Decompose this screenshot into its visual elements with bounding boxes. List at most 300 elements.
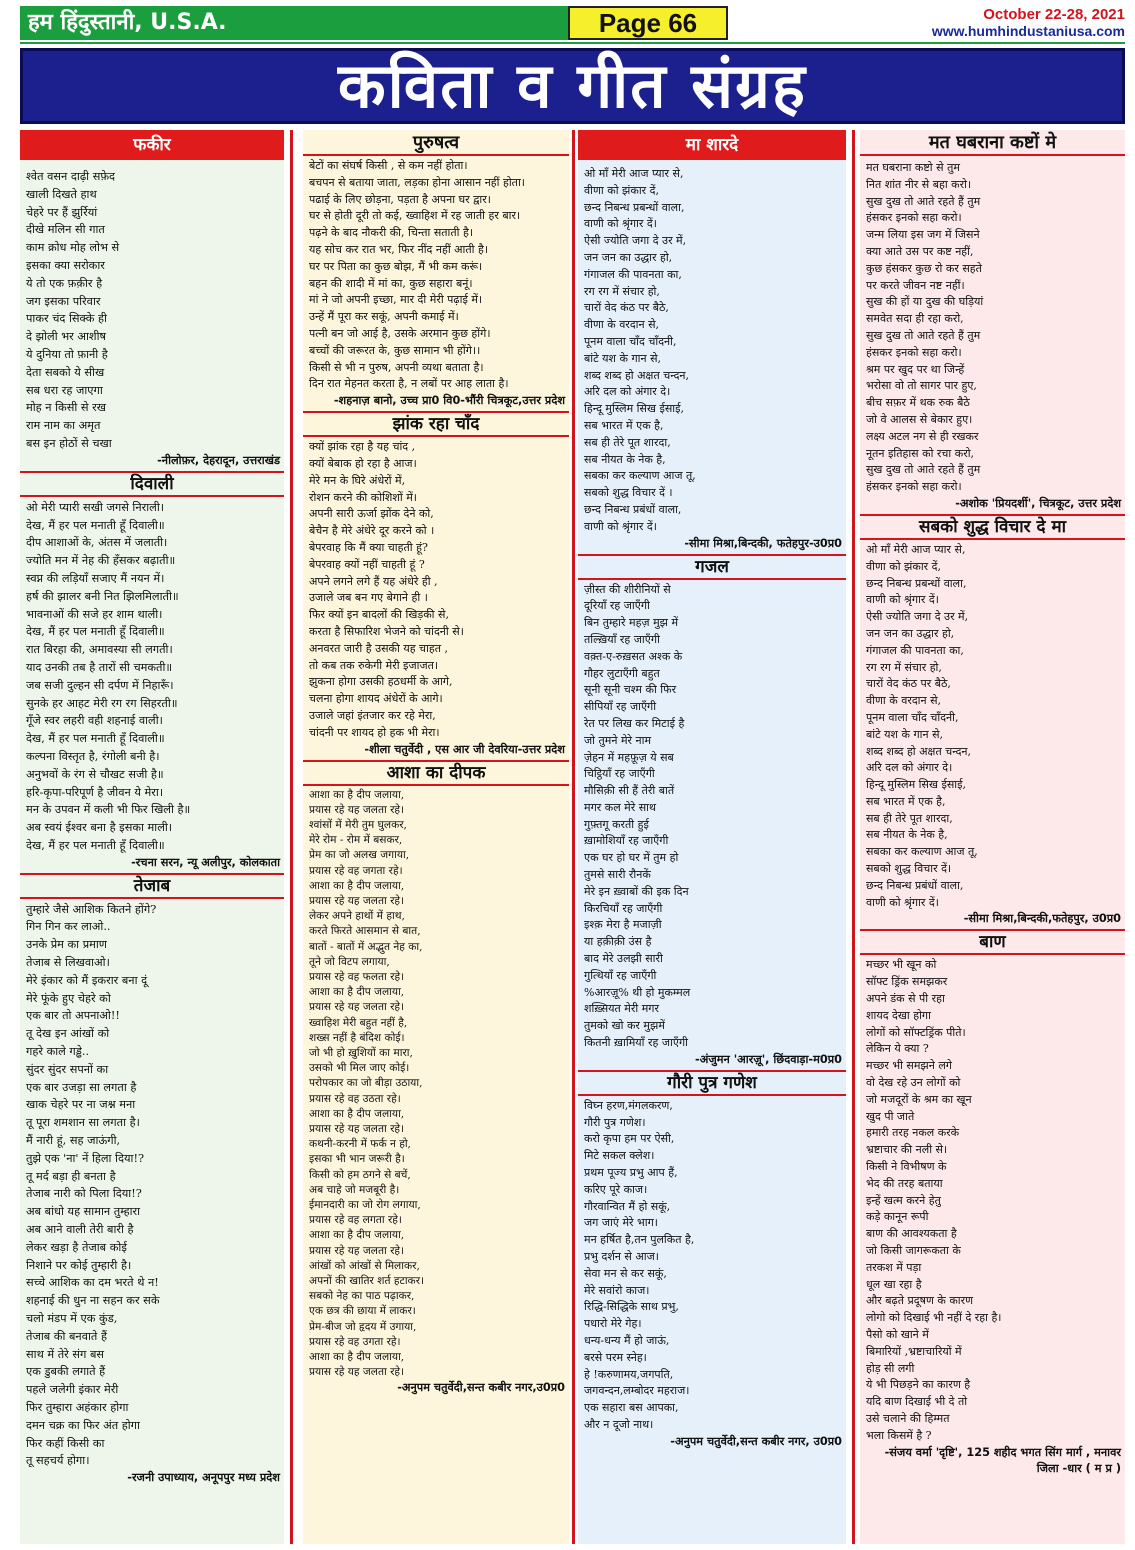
poem-line: बांटे यश के गान से, bbox=[584, 351, 662, 365]
poem-line: जो भी हो ख़ुशियों का मारा, bbox=[309, 1046, 413, 1059]
poem-author: -संजय वर्मा 'दृष्टि', 125 शहीद भगत सिंग मार्ग , मनावर जिला -धार ( म प्र ) bbox=[884, 1445, 1121, 1475]
poem-line: ऐसी ज्योति जगा दे उर में, bbox=[584, 234, 687, 248]
poem-line: चलना होगा शायद अंधेरों के आगे। bbox=[309, 692, 443, 706]
poem-line: दूरियाँ रह जाएँगी bbox=[584, 599, 650, 613]
poem-line: प्रयास रहे वह उठता रहे। bbox=[309, 1092, 401, 1105]
poem-line: बचपन से बताया जाता, लड़का होना आसान नहीं होता। bbox=[309, 175, 525, 189]
poem-line: शायद देखा होगा bbox=[866, 1008, 931, 1022]
poem-line: शब्द शब्द हो अक्षत चन्दन, bbox=[584, 368, 690, 382]
poem-line: ओ माँ मेरी आज प्यार से, bbox=[584, 167, 684, 180]
poem-line: गिन गिन कर लाओ.. bbox=[26, 920, 111, 934]
poem-line: तूने जो विटप लगाया, bbox=[309, 955, 390, 968]
poem-line: सबको शुद्ध विचार दें । bbox=[584, 486, 673, 500]
poem-line: मच्छर भी खून को bbox=[866, 958, 937, 972]
poem-line: तो कब तक रुकेगी मेरी इजाजत। bbox=[309, 658, 439, 672]
poem-line: चलो मंडप में एक कुंड, bbox=[26, 1312, 118, 1326]
poem-line: सब भारत में एक है, bbox=[584, 418, 664, 432]
issue-date: October 22-28, 2021 bbox=[983, 6, 1125, 23]
poem-line: उसको भी मिल जाए कोई। bbox=[309, 1062, 410, 1075]
poem-line: बहन की शादी में मां का, कुछ सहारा बनूं। bbox=[309, 276, 473, 290]
poem-line: ज़ेहन में महफ़ूज़ ये सब bbox=[584, 750, 674, 764]
poem-line: प्रयास रहे वह लगता रहे। bbox=[309, 1214, 402, 1227]
poem-title: मा शारदे bbox=[578, 130, 846, 160]
poem-title: सबको शुद्ध विचार दे मा bbox=[860, 514, 1125, 540]
poem-line: ये तो एक फ़क़ीर है bbox=[26, 276, 103, 290]
poem-line: वक़्त-ए-रुख़सत अश्क के bbox=[584, 649, 683, 663]
poem-line: भेद की तरह बताया bbox=[866, 1176, 943, 1190]
column-1 bbox=[20, 130, 284, 1544]
poem-line: तल्ख़ियाँ रह जाएँगी bbox=[584, 632, 660, 646]
poem-line: रिद्धि-सिद्धिके साथ प्रभु, bbox=[584, 1300, 679, 1314]
poem-title: फकीर bbox=[20, 130, 284, 160]
poem-line: सूनी सूनी चश्म की फिर bbox=[584, 683, 677, 697]
poem-line: स्वप्न की लड़ियाँ सजाए मैं नयन में। bbox=[26, 571, 165, 585]
poem-line: प्रथम पूज्य प्रभु आप हैं, bbox=[584, 1166, 678, 1180]
poem-line: मत घबराना कष्टो से तुम bbox=[866, 161, 960, 174]
poem-line: %आरज़ू% थी हो मुकम्मल bbox=[584, 985, 691, 999]
poem-line: हंसकर इनको सहा करो। bbox=[866, 211, 962, 225]
poem-line: करता है सिफारिश भेजने को चांदनी से। bbox=[309, 624, 464, 638]
poem-line: सबका कर कल्याण आज तू, bbox=[866, 845, 978, 859]
poem-body bbox=[20, 160, 284, 453]
poem-line: हे !करुणामय,जगपति, bbox=[584, 1367, 674, 1381]
poem-line: दीखे मलिन सी गात bbox=[26, 223, 105, 237]
poem-line: सब ही तेरे पूत शारदा, bbox=[866, 811, 953, 825]
poem-line: तू मर्द बड़ा ही बनता है bbox=[26, 1169, 116, 1183]
poem-line: बांटे यश के गान से, bbox=[866, 727, 944, 741]
poem-line: वीणा के वरदान से, bbox=[866, 694, 942, 708]
poem-line: जो तुमने मेरे नाम bbox=[584, 733, 652, 747]
poem-line: तू पूरा शमशान सा लगता है। bbox=[26, 1116, 140, 1130]
poem-line: अब आने वाली तेरी बारी है bbox=[26, 1223, 134, 1237]
poem-line: हंसकर इनको सहा करो। bbox=[866, 480, 962, 494]
poem-line: ओ मेरी प्यारी सखी जगसे निराली। bbox=[26, 500, 165, 514]
poem-body bbox=[20, 899, 284, 1471]
poem-line: अब स्वयं ईश्वर बना है इसका माली। bbox=[26, 821, 173, 835]
poem-line: सबको शुद्ध विचार दें। bbox=[866, 862, 952, 876]
poem-line: पूनम वाला चाँद चाँदनी, bbox=[866, 710, 959, 724]
column-divider bbox=[290, 130, 293, 1544]
poem-line: खाली दिखते हाथ bbox=[26, 187, 97, 201]
poem-line: अब चाहे जो मजबूरी है। bbox=[309, 1183, 400, 1196]
poem-line: किरचियाँ रह जाएँगी bbox=[584, 901, 663, 915]
poem-line: ये दुनिया तो फ़ानी है bbox=[26, 347, 108, 361]
poem-title: पुरुषत्व bbox=[303, 130, 569, 156]
poem-line: कड़े कानून रूपी bbox=[866, 1210, 929, 1224]
poem-line: जगवन्दन,लम्बोदर महराज। bbox=[584, 1384, 690, 1398]
poem-author: -नीलोफ़र, देहरादून, उत्तराखंड bbox=[157, 453, 280, 467]
poem-line: बेचैन है मेरे अंधेरे दूर करने को । bbox=[309, 524, 435, 538]
poem-line: अरि दल को अंगार दे। bbox=[584, 385, 671, 399]
poem-line: एक घर हो घर में तुम हो bbox=[584, 851, 679, 865]
poem-line: गंगाजल की पावनता का, bbox=[584, 267, 682, 281]
poem-line: उजाले जहां इंतजार कर रहे मेरा, bbox=[309, 708, 436, 722]
poem-line: धूल खा रहा है bbox=[866, 1277, 922, 1291]
poem-line: मां ने जो अपनी इच्छा, मार दी मेरी पढ़ाई में। bbox=[309, 293, 483, 307]
poem-author: -शहनाज़ बानो, उच्च प्रा0 वि0-भौंरी चित्रकूट,उत्तर प्रदेश bbox=[333, 394, 565, 408]
poem-body bbox=[20, 497, 284, 855]
poem-line: छन्द निबन्ध प्रबन्धों वाला, bbox=[584, 200, 685, 214]
poem-line: चिट्ठियाँ रह जाएँगी bbox=[584, 767, 655, 781]
poem-line: जग इसका परिवार bbox=[26, 294, 101, 308]
poem-author: -अंजुमन 'आरज़ू', छिंदवाड़ा-म0प्र0 bbox=[695, 1052, 842, 1066]
poem-line: झुकना होगा उसकी हठधर्मी के आगे, bbox=[309, 675, 453, 689]
poem-line: मिटे सकल क्लेश। bbox=[584, 1149, 655, 1163]
poem-body bbox=[860, 540, 1125, 912]
poem-author: -शीला चतुर्वेदी , एस आर जी देवरिया-उत्तर प्रदेश bbox=[364, 742, 565, 756]
poem-line: रोशन करने की कोशिशों में। bbox=[309, 490, 417, 504]
poem-line: सब नीयत के नेक है, bbox=[866, 828, 948, 842]
poem-line: पढ़ने के बाद नौकरी की, चिन्ता सताती है। bbox=[309, 226, 474, 240]
poem-line: सुंदर सुंदर सपनों का bbox=[26, 1062, 109, 1076]
poem-line: आशा का है दीप जलाया, bbox=[309, 788, 405, 801]
poem-line: होड़ सी लगी bbox=[866, 1361, 915, 1375]
poem-line: ज़ीस्त की शीरीनियों से bbox=[584, 582, 671, 596]
poem-line: वो देख रहे उन लोगों को bbox=[866, 1076, 961, 1090]
poem-line: उजाले जब बन गए बेगाने ही । bbox=[309, 591, 428, 605]
poem-line: वाणी को श्रृंगार दें। bbox=[584, 217, 657, 231]
poem-line: वाणी को श्रृंगार दें। bbox=[866, 895, 939, 909]
poem-line: पर करते जीवन नष्ट नहीं। bbox=[866, 278, 965, 292]
poem-line: कुछ हंसकर कुछ रो कर सहते bbox=[866, 261, 982, 275]
poem-line: चारों वेद कंठ पर बैठे, bbox=[866, 677, 951, 691]
poem-line: दमन चक्र का फिर अंत होगा bbox=[26, 1418, 140, 1432]
section-banner: कविता व गीत संग्रह bbox=[20, 48, 1125, 124]
poem-line: चारों वेद कंठ पर बैठे, bbox=[584, 301, 669, 315]
poem-line: बिन तुम्हारे महज़ मुझ में bbox=[584, 616, 679, 630]
poem-line: सुख दुख तो आते रहते हैं तुम bbox=[866, 194, 981, 208]
poem-line: वाणी को श्रृंगार दें। bbox=[584, 519, 657, 533]
poem-line: प्रेम का जो अलख जगाया, bbox=[309, 849, 410, 862]
poem-line: खुद पी जाते bbox=[866, 1109, 915, 1123]
poem-line: हिन्दू मुस्लिम सिख ईसाई, bbox=[584, 402, 685, 416]
poem-body bbox=[860, 156, 1125, 496]
poem-line: सबका कर कल्याण आज तू, bbox=[584, 469, 696, 483]
poem-line: एक बार उजड़ा सा लगता है bbox=[26, 1080, 137, 1094]
poem-line: चांदनी पर शायद हो हक भी मेरा। bbox=[309, 725, 440, 739]
poem-line: श्वेत वसन दाढ़ी सफ़ेद bbox=[26, 170, 116, 183]
poem-line: हमारी तरह नकल करके bbox=[866, 1126, 960, 1140]
poem-line: तुम्हारे जैसे आशिक कितने होंगे? bbox=[26, 902, 157, 916]
poem-line: प्रयास रहे वह जगता रहे। bbox=[309, 864, 403, 877]
poem-line: जग जाएं मेरे भाग। bbox=[584, 1216, 658, 1230]
poem-line: याद उनकी तब है तारों सी चमकती॥ bbox=[26, 660, 173, 674]
poem-title: बाण bbox=[860, 929, 1125, 955]
poem-line: बस इन होठों से चखा bbox=[26, 436, 112, 450]
poem-body bbox=[578, 580, 846, 1052]
poem-line: गूँजे स्वर लहरी वही शहनाई वाली। bbox=[26, 714, 163, 728]
poem-line: मच्छर भी समझने लगे bbox=[866, 1059, 952, 1073]
poem-line: मौसिक़ी सी हैं तेरी बातें bbox=[584, 784, 675, 798]
poem-line: वीणा को झंकार दें, bbox=[866, 559, 942, 573]
poem-line: तू सहचर्य होगा। bbox=[26, 1454, 90, 1468]
website-link[interactable]: www.humhindustaniusa.com bbox=[931, 23, 1125, 39]
poem-line: ख़ामोशियाँ रह जाएँगी bbox=[584, 834, 669, 848]
poem-line: जन जन का उद्धार हो, bbox=[866, 626, 955, 640]
poem-line: प्रयास रहे वह फलता रहे। bbox=[309, 970, 405, 983]
poem-line: नूतन इतिहास को रचा करो, bbox=[866, 446, 975, 460]
poem-line: ख्वाहिश मेरी बहुत नहीं है, bbox=[309, 1016, 408, 1029]
poem-line: अपनों की खातिर शर्त हटाकर। bbox=[309, 1275, 425, 1287]
poem-line: सुनके हर आहट मेरी रग रग सिहरती॥ bbox=[26, 696, 178, 710]
poem-line: सब नीयत के नेक है, bbox=[584, 452, 666, 466]
poem-line: पढाई के लिए छोड़ना, पड़ता है अपना घर द्वार। bbox=[309, 192, 491, 206]
poem-line: वाणी को श्रृंगार दें। bbox=[866, 593, 939, 607]
poem-line: भ्रष्टाचार की नली से। bbox=[866, 1143, 948, 1157]
poem-line: सीपियाँ रह जाएँगी bbox=[584, 700, 657, 714]
poem-line: हरि-कृपा-परिपूर्ण है जीवन ये मेरा। bbox=[26, 785, 164, 799]
poem-line: आशा का है दीप जलाया, bbox=[309, 1351, 405, 1364]
poem-line: एक डुबकी लगाते हैं bbox=[26, 1365, 106, 1379]
poem-line: पाकर चंद सिक्के ही bbox=[26, 312, 107, 326]
poem-line: प्रयास रहे वह उगता रहे। bbox=[309, 1335, 401, 1348]
poem-line: यह सोच कर रात भर, फिर नींद नहीं आती है। bbox=[309, 242, 489, 256]
poem-line: देता सबको ये सीख bbox=[26, 365, 105, 379]
poem-author: -सीमा मिश्रा,बिन्दकी,फतेहपुर, उ0प्र0 bbox=[963, 912, 1121, 926]
poem-line: घर पर पिता का कुछ बोझ, मैं भी कम करूं। bbox=[309, 259, 483, 273]
poem-line: किसी से भी न पुरुष, अपनी व्यथा बताता है। bbox=[309, 360, 484, 374]
poem-body bbox=[578, 1096, 846, 1434]
poem-line: मगर कल मेरे साथ bbox=[584, 800, 657, 814]
poem-line: प्रेम-बीज जो हृदय में उगाया, bbox=[309, 1320, 417, 1333]
poem-line: बिमारियों ,भ्रष्टाचारियों में bbox=[866, 1344, 962, 1358]
poem-line: छन्द निबन्ध प्रबन्धों वाला, bbox=[866, 576, 967, 590]
poem-line: गौरी पुत्र गणेश। bbox=[584, 1115, 646, 1129]
poem-line: जो मजदूरों के श्रम का खून bbox=[866, 1092, 972, 1106]
poem-line: इश्क़ मेरा है मजाज़ी bbox=[584, 918, 662, 932]
poem-line: ये भी पिछड़ने का कारण है bbox=[866, 1378, 971, 1392]
poem-line: पत्नी बन जो आई है, उसके अरमान कुछ होंगे। bbox=[309, 326, 491, 340]
poem-line: वीणा के वरदान से, bbox=[584, 318, 660, 332]
poem-line: अपने डंक से पी रहा bbox=[866, 992, 945, 1006]
poem-line: क्या आते उस पर कष्ट नहीं, bbox=[866, 244, 974, 258]
column-4 bbox=[860, 130, 1125, 1544]
poem-line: और बढ़ते प्रदूषण के कारण bbox=[866, 1294, 974, 1308]
poem-line: बीच सफ़र में थक रुक बैठे bbox=[866, 396, 970, 410]
poem-line: मोह न किसी से रख bbox=[26, 401, 106, 415]
poem-line: अनवरत जारी है उसकी यह चाहत , bbox=[309, 641, 448, 655]
poem-line: तेजाब से लिखवाओ। bbox=[26, 956, 110, 970]
poem-line: बच्चों की जरूरत के, कुछ सामान भी होंगे।। bbox=[309, 343, 481, 357]
poem-line: देख, मैं हर पल मनाती हूँ दिवाली॥ bbox=[26, 732, 165, 746]
poem-line: क्यों बेबाक हो रहा है आज। bbox=[309, 456, 417, 470]
poem-title: दिवाली bbox=[20, 471, 284, 497]
poem-line: लेकर खड़ा है तेजाब कोई bbox=[26, 1240, 127, 1254]
poem-line: तुमको खो कर मुझमें bbox=[584, 1019, 665, 1033]
poem-line: लेकर अपने हाथों में हाथ, bbox=[309, 910, 405, 923]
poem-line: छन्द निबन्ध प्रबंधों वाला, bbox=[866, 878, 964, 892]
poem-line: भरोसा वो तो सागर पार हुए, bbox=[866, 379, 977, 393]
poem-line: इसका भी भान जरूरी है। bbox=[309, 1153, 405, 1166]
poem-line: लोगो को दिखाई भी नहीं दे रहा है। bbox=[866, 1311, 1002, 1325]
poem-line: मेरे मन के घिरे अंधेरों में, bbox=[309, 473, 406, 487]
poem-line: काम क्रोध मोह लोभ से bbox=[26, 241, 120, 255]
poem-line: रेत पर लिख कर मिटाई है bbox=[584, 716, 685, 730]
poem-line: मेरे रोम - रोम में बसकर, bbox=[309, 834, 403, 847]
poem-line: सॉफ्ट ड्रिंक समझकर bbox=[866, 975, 948, 989]
poem-line: मैं नारी हूं, सह जाऊंगी, bbox=[26, 1134, 121, 1148]
poem-line: प्रयास रहे यह जलता रहे। bbox=[309, 894, 405, 907]
poem-line: बेटों का संघर्ष किसी , से कम नहीं होता। bbox=[309, 159, 468, 172]
poem-line: तरकश में पड़ा bbox=[866, 1260, 922, 1274]
poem-line: शब्द शब्द हो अक्षत चन्दन, bbox=[866, 744, 972, 758]
poem-line: मेरे इन ख़्वाबों की इक दिन bbox=[584, 884, 689, 898]
poem-title: आशा का दीपक bbox=[303, 760, 569, 786]
poem-author: -सीमा मिश्रा,बिन्दकी, फतेहपुर-उ0प्र0 bbox=[684, 536, 842, 550]
poem-line: धन्य-धन्य मैं हो जाऊं, bbox=[584, 1334, 670, 1347]
poem-body bbox=[303, 786, 569, 1381]
poem-body bbox=[303, 437, 569, 741]
page-number: Page 66 bbox=[568, 6, 728, 40]
poem-line: गहरे काले गड्ढे.. bbox=[26, 1045, 90, 1059]
poem-line: बरसे परम स्नेह। bbox=[584, 1350, 647, 1364]
poem-body bbox=[860, 955, 1125, 1444]
poem-line: रग रग में संचार हो, bbox=[866, 660, 942, 674]
poem-line: यदि बाण दिखाई भी दे तो bbox=[866, 1395, 968, 1409]
poem-line: मन हर्षित है,तन पुलकित है, bbox=[584, 1233, 695, 1247]
poem-line: साथ में तेरे संग बस bbox=[26, 1347, 105, 1361]
poem-line: निशाने पर कोई तुम्हारी है। bbox=[26, 1258, 132, 1272]
poem-line: प्रयास रहे यह जलता रहे। bbox=[309, 1122, 405, 1135]
poem-line: ओ माँ मेरी आज प्यार से, bbox=[866, 542, 966, 556]
poem-line: मेरे इंकार को मैं इकरार बना दूं bbox=[26, 973, 148, 987]
poem-line: आशा का है दीप जलाया, bbox=[309, 986, 405, 999]
poem-line: ज्योति मन में नेह की हँसकर बढ़ाती॥ bbox=[26, 554, 176, 568]
poem-line: रात बिरहा की, अमावस्या सी लगती। bbox=[26, 643, 173, 657]
poem-line: शख़्सियत मेरी मगर bbox=[584, 1002, 659, 1016]
poem-line: इन्हें खत्म करने हेतु bbox=[866, 1193, 941, 1207]
poem-line: सच्चे आशिक का दम भरते थे न! bbox=[26, 1276, 159, 1290]
poem-line: करिए पूरे काज। bbox=[584, 1182, 648, 1196]
poem-line: उन्हें मैं पूरा कर सकूं, अपनी कमाई में। bbox=[309, 310, 459, 324]
poem-line: लेकिन ये क्या ? bbox=[866, 1042, 929, 1056]
poem-line: गौरवान्वित मैं हो सकूं, bbox=[584, 1199, 671, 1213]
poem-line: बेपरवाह कि मैं क्या चाहती हूं? bbox=[309, 540, 428, 554]
poem-line: श्वांसों में मेरी तुम घुलकर, bbox=[309, 818, 407, 831]
poem-line: उनके प्रेम का प्रमाण bbox=[26, 938, 107, 952]
poem-line: प्रयास रहे यह जलता रहे। bbox=[309, 1001, 405, 1014]
poem-line: एक छत्र की छाया में लाकर। bbox=[309, 1305, 416, 1318]
poem-body bbox=[303, 156, 569, 393]
poem-line: अरि दल को अंगार दे। bbox=[866, 761, 953, 775]
poem-line: तुझे एक 'ना' नें हिला दिया!? bbox=[26, 1151, 145, 1165]
poem-line: एक बार तो अपनाओ!! bbox=[26, 1009, 120, 1023]
poem-line: मन के उपवन में कली भी फिर खिली है॥ bbox=[26, 803, 191, 817]
poem-line: किसी को हम ठगने से बचें, bbox=[309, 1168, 411, 1181]
poem-line: हर्ष की झालर बनी नित झिलमिलाती॥ bbox=[26, 589, 179, 603]
poem-line: फिर कहीं किसी का bbox=[26, 1436, 105, 1450]
poem-author: -अशोक 'प्रियदर्शी', चित्रकूट, उत्तर प्रदेश bbox=[955, 496, 1121, 510]
poem-line: ईमानदारी का जो रोग लगाया, bbox=[309, 1198, 421, 1211]
poem-line: इसका क्या सरोकार bbox=[26, 258, 105, 272]
poem-line: कितनी ख़ामियाँ रह जाएँगी bbox=[584, 1036, 688, 1050]
poem-line: प्रयास रहे यह जलता रहे। bbox=[309, 1244, 405, 1257]
poem-line: शहनाई की धुन ना सहन कर सके bbox=[26, 1294, 160, 1308]
poem-line: चेहरे पर हैं झुर्रियां bbox=[26, 205, 98, 219]
poem-line: अनुभवों के रंग से चौखट सजी है॥ bbox=[26, 767, 164, 781]
poem-line: दीप आशाओं के, अंतस में जलाती। bbox=[26, 536, 168, 550]
poem-line: प्रयास रहे यह जलता रहे। bbox=[309, 1366, 405, 1379]
poem-line: भला किसमें है ? bbox=[866, 1428, 932, 1442]
poem-line: सब धरा रह जाएगा bbox=[26, 383, 103, 397]
poem-line: प्रयास रहे यह जलता रहे। bbox=[309, 803, 405, 816]
poem-body bbox=[578, 160, 846, 536]
poem-author: -रचना सरन, न्यू अलीपुर, कोलकाता bbox=[131, 855, 280, 869]
poem-author: -अनुपम चतुर्वेदी,सन्त कबीर नगर,उ0प्र0 bbox=[397, 1381, 565, 1395]
poem-line: अब बांधो यह सामान तुम्हारा bbox=[26, 1205, 141, 1219]
poem-line: दिन रात मेहनत करता है, न लबों पर आह लाता है। bbox=[309, 377, 509, 391]
poem-line: आशा का है दीप जलाया, bbox=[309, 1107, 405, 1120]
poem-line: कल्पना विस्तृत है, रंगोली बनी है। bbox=[26, 749, 160, 763]
poem-line: भावनाओं की सजे हर शाम थाली। bbox=[26, 607, 163, 621]
poem-line: या हक़ीक़ी उंस है bbox=[584, 935, 652, 949]
poem-line: देख, मैं हर पल मनाती हूँ दिवाली॥ bbox=[26, 838, 165, 852]
masthead-divider bbox=[20, 42, 1125, 44]
poem-author: -रजनी उपाध्याय, अनूपपुर मध्य प्रदेश bbox=[127, 1471, 280, 1485]
poem-line: अपनी सारी ऊर्जा झोंक देने को, bbox=[309, 507, 434, 521]
poem-line: सेवा मन से कर सकूं, bbox=[584, 1266, 667, 1280]
poem-line: पधारो मेरे गेह। bbox=[584, 1317, 642, 1331]
poem-line: श्रम पर खुद पर था जिन्हें bbox=[866, 362, 965, 376]
poem-title: झांक रहा चाँद bbox=[303, 411, 569, 437]
poem-line: किसी ने विभीषण के bbox=[866, 1160, 947, 1174]
poem-line: लोगों को सॉफ्टड्रिंक पीते। bbox=[866, 1025, 966, 1039]
poem-author: -अनुपम चतुर्वेदी,सन्त कबीर नगर, उ0प्र0 bbox=[670, 1434, 842, 1448]
poem-line: दे झोली भर आशीष bbox=[26, 330, 107, 344]
poem-line: आशा का है दीप जलाया, bbox=[309, 879, 405, 892]
column-2 bbox=[303, 130, 569, 1544]
poem-line: जन्म लिया इस जग में जिसने bbox=[866, 228, 980, 242]
poem-line: सुख दुख तो आते रहते हैं तुम bbox=[866, 463, 981, 477]
poem-line: फिर क्यों इन बादलों की खिड़की से, bbox=[309, 608, 449, 622]
column-divider bbox=[572, 130, 575, 1544]
poem-line: करते फिरते आसमान से बात, bbox=[309, 925, 421, 938]
poem-line: सब भारत में एक है, bbox=[866, 794, 946, 808]
poem-line: विघ्न हरण,मंगलकरण, bbox=[584, 1098, 673, 1112]
poem-line: गुत्थियाँ रह जाएँगी bbox=[584, 968, 657, 982]
poem-line: लक्ष्य अटल नग से ही रखकर bbox=[866, 429, 979, 443]
poem-line: वीणा को झंकार दें, bbox=[584, 183, 660, 197]
poem-title: तेजाब bbox=[20, 873, 284, 899]
poem-line: पैसो को खाने में bbox=[866, 1328, 929, 1341]
poem-line: बाण की आवश्यकता है bbox=[866, 1227, 957, 1241]
poem-line: देख, मैं हर पल मनाती हूँ दिवाली॥ bbox=[26, 625, 165, 639]
poem-line: सब ही तेरे पूत शारदा, bbox=[584, 435, 671, 449]
poem-line: घर से होती दूरी तो कई, ख्वाहिश में रह जाती हर बार। bbox=[309, 209, 521, 223]
poem-line: जन जन का उद्धार हो, bbox=[584, 250, 673, 264]
poem-line: पूनम वाला चाँद चाँदनी, bbox=[584, 334, 677, 348]
poem-line: शख्स नहीं है बंदिश कोई। bbox=[309, 1031, 405, 1044]
poem-line: जब सजी दुल्हन सी दर्पण में निहारूँ। bbox=[26, 678, 174, 692]
column-3 bbox=[578, 130, 846, 1544]
poem-line: बाद मेरे उलझी सारी bbox=[584, 952, 663, 966]
poem-line: देख, मैं हर पल मनाती हूँ दिवाली॥ bbox=[26, 518, 165, 532]
poem-line: और न दूजो नाथ। bbox=[584, 1417, 654, 1431]
poem-title: गौरी पुत्र गणेश bbox=[578, 1070, 846, 1096]
poem-line: आंखों को आंखों से मिलाकर, bbox=[309, 1259, 420, 1272]
poem-title: मत घबराना कष्टों मे bbox=[860, 130, 1125, 156]
poem-line: सुख दुख तो आते रहते हैं तुम bbox=[866, 328, 981, 342]
poem-line: रग रग में संचार हो, bbox=[584, 284, 660, 298]
poem-line: तेजाब की बनवाते हैं bbox=[26, 1329, 107, 1343]
poem-line: मेरे फूंके हुए चेहरे को bbox=[26, 991, 111, 1005]
poem-line: अपने लगने लगे हैं यह अंधेरे ही , bbox=[309, 574, 438, 588]
poem-line: ऐसी ज्योति जगा दे उर में, bbox=[866, 610, 969, 624]
poem-line: प्रभु दर्शन से आज। bbox=[584, 1250, 659, 1264]
poem-line: करो कृपा हम पर ऐसी, bbox=[584, 1132, 675, 1146]
poem-line: मेरे सवांरो काज। bbox=[584, 1283, 650, 1297]
poem-line: गंगाजल की पावनता का, bbox=[866, 643, 964, 657]
